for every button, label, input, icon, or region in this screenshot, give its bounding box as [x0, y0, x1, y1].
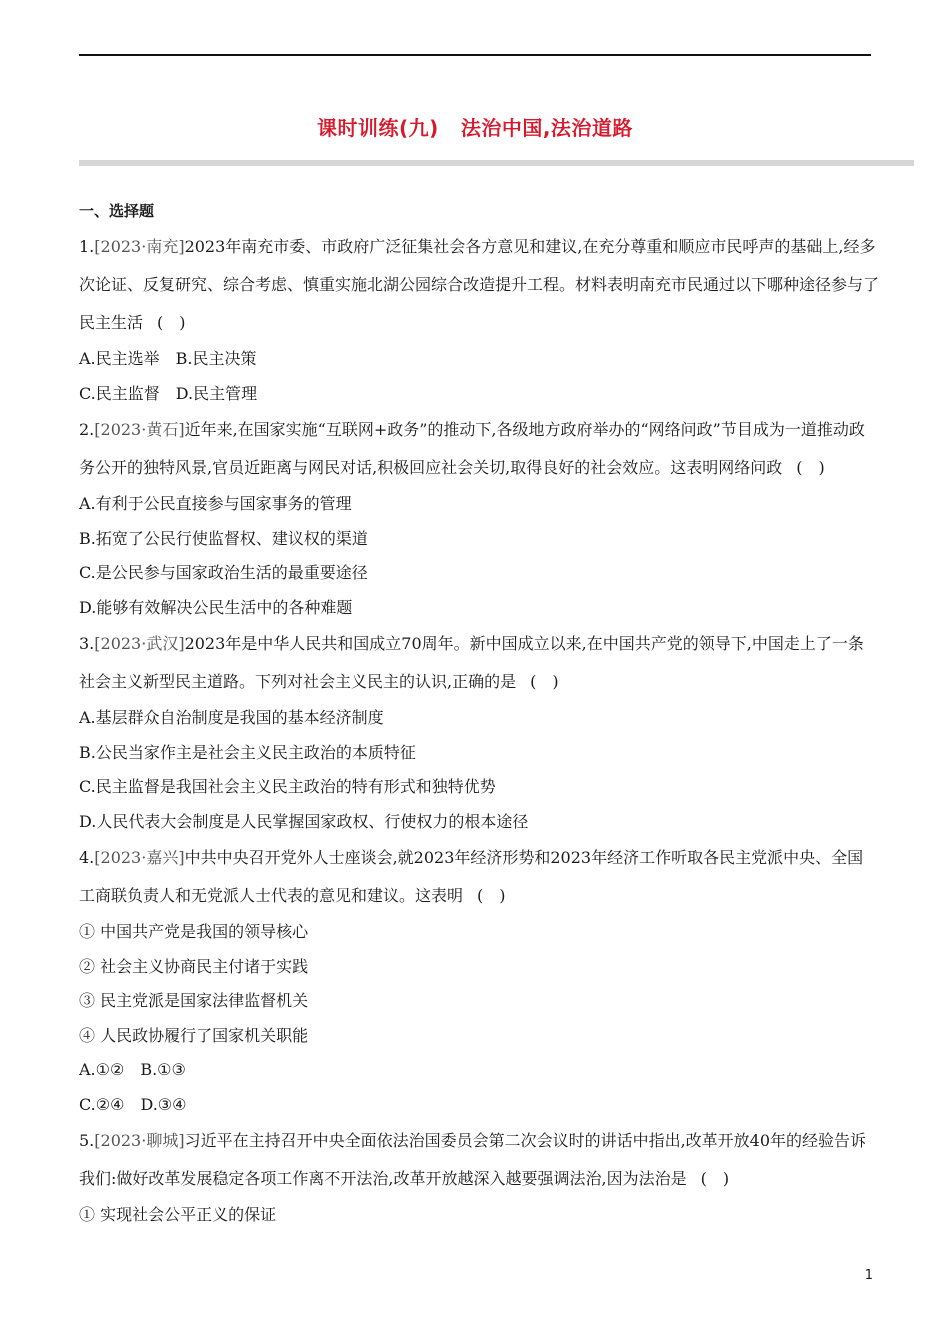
question-source: [2023·嘉兴]: [94, 848, 185, 867]
answer-blank: ( ): [477, 886, 506, 905]
question-1: [79, 228, 879, 342]
statement-line: ② 社会主义协商民主付诸于实践: [79, 956, 309, 976]
option-line: B.拓宽了公民行使监督权、建议权的渠道: [79, 528, 368, 548]
title-part1: 课时训练(九): [317, 116, 439, 140]
option-line: D.人民代表大会制度是人民掌握国家政权、行使权力的根本途径: [79, 811, 529, 831]
statement-line: ① 中国共产党是我国的领导核心: [79, 922, 309, 941]
question-source: [2023·武汉]: [94, 634, 185, 653]
title-part2: 法治中国,法治道路: [460, 116, 633, 140]
option-line: C.是公民参与国家政治生活的最重要途径: [79, 563, 368, 582]
question-source: [2023·聊城]: [94, 1131, 185, 1150]
question-number: 4.: [79, 848, 95, 867]
question-number: 1.: [79, 237, 95, 256]
question-number: 3.: [79, 634, 95, 653]
question-number: 5.: [79, 1131, 95, 1150]
title-divider: [79, 160, 914, 166]
option-line: A.有利于公民直接参与国家事务的管理: [79, 494, 352, 513]
top-rule: [79, 54, 871, 56]
question-text: 2023年南充市委、市政府广泛征集社会各方意见和建议,在充分尊重和顺应市民呼声的基础上,经多次论证、反复研究、综合考虑、慎重实施北湖公园综合改造提升工程。材料表明南充市民通过以下哪种途径参与了民主生活: [79, 237, 880, 332]
option-line: A.①② B.①③: [79, 1060, 186, 1079]
question-text: 中共中央召开党外人士座谈会,就2023年经济形势和2023年经济工作听取各民主党派中央、全国工商联负责人和无党派人士代表的意见和建议。这表明: [79, 848, 864, 905]
option-line: B.公民当家作主是社会主义民主政治的本质特征: [79, 742, 416, 762]
question-text: 习近平在主持召开中央全面依法治国委员会第二次会议时的讲话中指出,改革开放40年的经验告诉我们:做好改革发展稳定各项工作离不开法治,改革开放越深入越要强调法治,因为法治是: [79, 1131, 867, 1188]
question-3: [79, 625, 879, 701]
question-5: [79, 1122, 879, 1198]
statement-line: ④ 人民政协履行了国家机关职能: [79, 1025, 309, 1045]
page-title: [0, 112, 950, 141]
statement-line: ③ 民主党派是国家法律监督机关: [79, 991, 309, 1010]
question-number: 2.: [79, 420, 95, 439]
question-4: [79, 839, 879, 915]
option-line: A.基层群众自治制度是我国的基本经济制度: [79, 708, 384, 727]
option-line: A.民主选举 B.民主决策: [79, 349, 257, 368]
section-heading: 一、选择题: [79, 202, 155, 220]
option-line: D.能够有效解决公民生活中的各种难题: [79, 597, 353, 617]
answer-blank: ( ): [157, 313, 186, 332]
statement-line: ① 实现社会公平正义的保证: [79, 1205, 277, 1224]
question-source: [2023·黄石]: [94, 420, 185, 439]
question-source: [2023·南充]: [94, 237, 185, 256]
question-list: [79, 198, 879, 1233]
page-number: 1: [864, 1268, 873, 1283]
answer-blank: ( ): [796, 458, 825, 477]
question-text: 近年来,在国家实施“互联网+政务”的推动下,各级地方政府举办的“网络问政”节目成为一道推动政务公开的独特风景,官员近距离与网民对话,积极回应社会关切,取得良好的社会效应。这表明网络问政: [79, 420, 865, 477]
answer-blank: ( ): [700, 1169, 730, 1188]
question-text: 2023年是中华人民共和国成立70周年。新中国成立以来,在中国共产党的领导下,中国走上了一条社会主义新型民主道路。下列对社会主义民主的认识,正确的是: [79, 634, 864, 691]
option-line: C.民主监督 D.民主管理: [79, 383, 258, 403]
answer-blank: ( ): [530, 672, 559, 691]
option-line: C.民主监督是我国社会主义民主政治的特有形式和独特优势: [79, 777, 496, 796]
option-line: C.②④ D.③④: [79, 1094, 187, 1114]
question-2: [79, 411, 879, 487]
